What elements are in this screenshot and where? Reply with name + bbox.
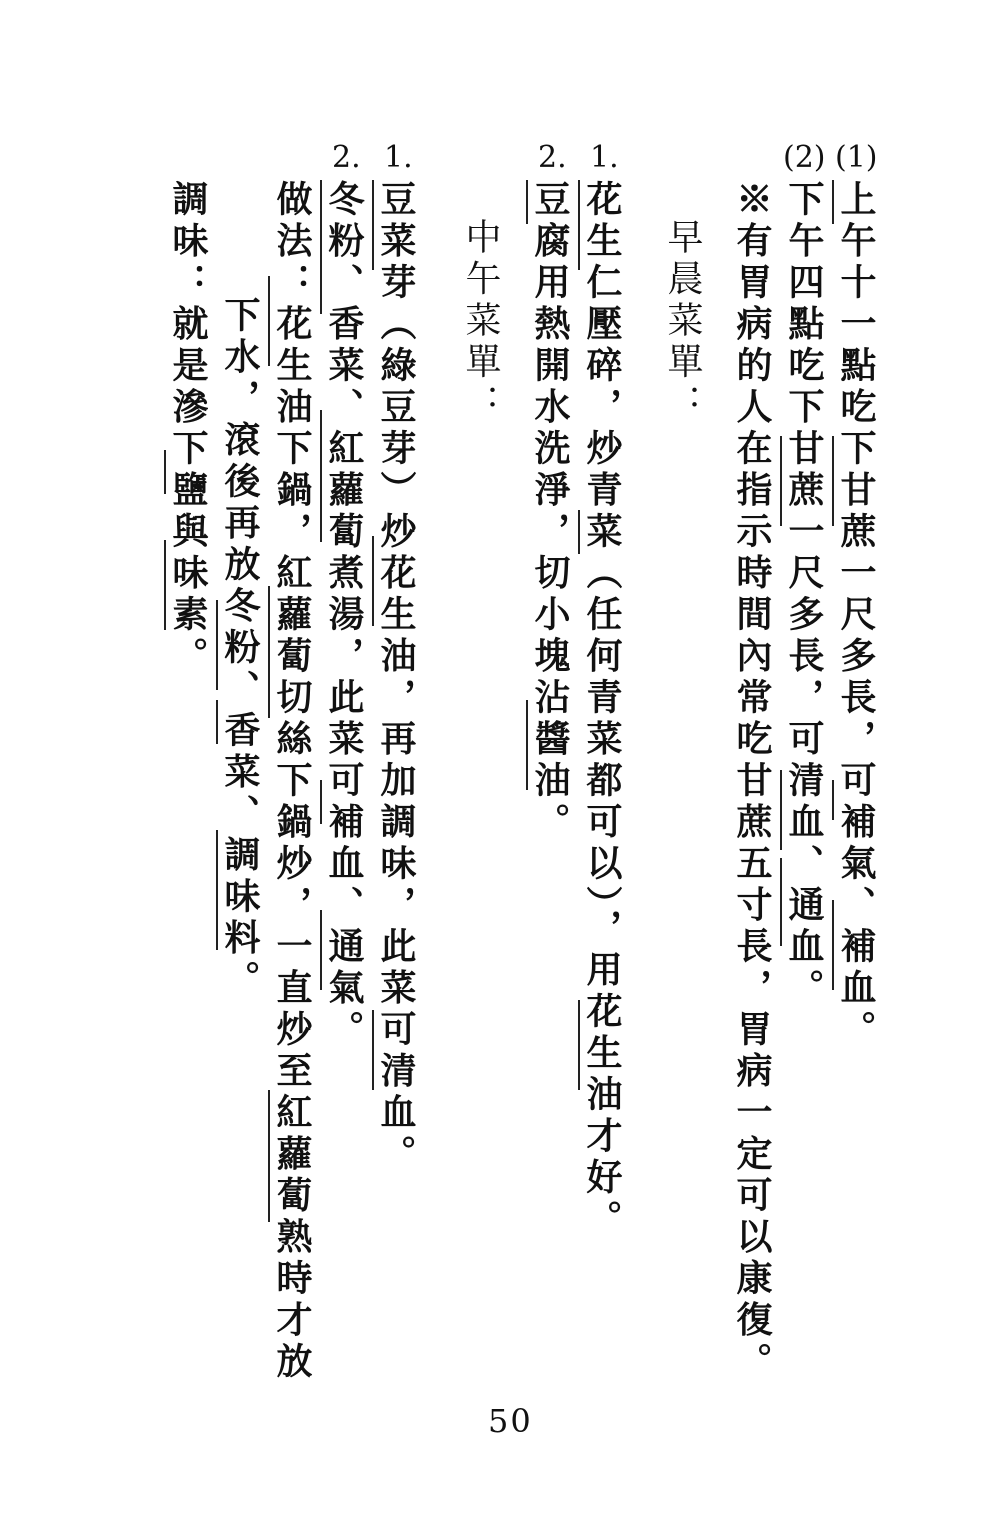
name-rule xyxy=(526,700,528,790)
name-rule xyxy=(216,600,218,690)
text-column-1: 上午十一點吃下甘蔗一尺多長，可補氣、補血。 xyxy=(835,180,877,1052)
item-number-2: (2) xyxy=(783,140,826,175)
breakfast-number-2: 2. xyxy=(538,140,567,175)
name-rule xyxy=(578,1000,580,1090)
lunch-number-2: 2. xyxy=(332,140,361,175)
breakfast-number-1: 1. xyxy=(590,140,619,175)
text-column-9: 冬粉、香菜、紅蘿蔔煮湯，此菜可補血、通氣。 xyxy=(323,180,365,1052)
name-rule xyxy=(320,910,322,990)
name-rule xyxy=(832,780,834,820)
text-column-2: 下午四點吃下甘蔗一尺多長，可清血、通血。 xyxy=(783,180,825,1010)
name-rule xyxy=(216,700,218,744)
name-rule xyxy=(780,770,782,850)
name-rule xyxy=(832,436,834,526)
name-rule xyxy=(320,410,322,542)
name-rule xyxy=(268,1090,270,1222)
page-number: 50 xyxy=(488,1402,533,1440)
lunch-number-1: 1. xyxy=(384,140,413,175)
name-rule xyxy=(268,586,270,718)
name-rule xyxy=(780,436,782,526)
name-rule xyxy=(268,276,270,366)
name-rule xyxy=(320,180,322,270)
text-column-5: 花生仁壓碎，炒青菜（任何青菜都可以），用花生油才好。 xyxy=(581,180,623,1241)
name-rule xyxy=(832,900,834,990)
name-rule xyxy=(320,780,322,824)
name-rule xyxy=(832,180,834,224)
name-rule xyxy=(372,1010,374,1090)
text-column-6: 豆腐用熱開水洗淨，切小塊沾醬油。 xyxy=(529,180,571,844)
text-column-8: 豆菜芽（綠豆芽）炒花生油，再加調味，此菜可清血。 xyxy=(375,180,417,1176)
name-rule xyxy=(216,830,218,950)
name-rule xyxy=(578,510,580,554)
text-column-10: 做法：花生油下鍋，紅蘿蔔切絲下鍋炒，一直炒至紅蘿蔔熟時才放 xyxy=(271,180,313,1384)
name-rule xyxy=(372,180,374,270)
name-rule xyxy=(526,180,528,224)
name-rule xyxy=(164,540,166,630)
text-column-11: 下水，滾後再放冬粉、香菜、調味料。 xyxy=(219,296,261,1002)
name-rule xyxy=(372,536,374,626)
text-column-3: ※有胃病的人在指示時間內常吃甘蔗五寸長，胃病一定可以康復。 xyxy=(731,180,773,1384)
name-rule xyxy=(164,450,166,494)
lunch-heading: 中午菜單： xyxy=(460,218,501,426)
name-rule xyxy=(578,180,580,270)
name-rule xyxy=(780,858,782,946)
text-column-12: 調味：就是滲下鹽與味素。 xyxy=(167,180,209,678)
item-number-1: (1) xyxy=(835,140,878,175)
breakfast-heading: 早晨菜單： xyxy=(662,218,703,426)
name-rule xyxy=(320,270,322,314)
